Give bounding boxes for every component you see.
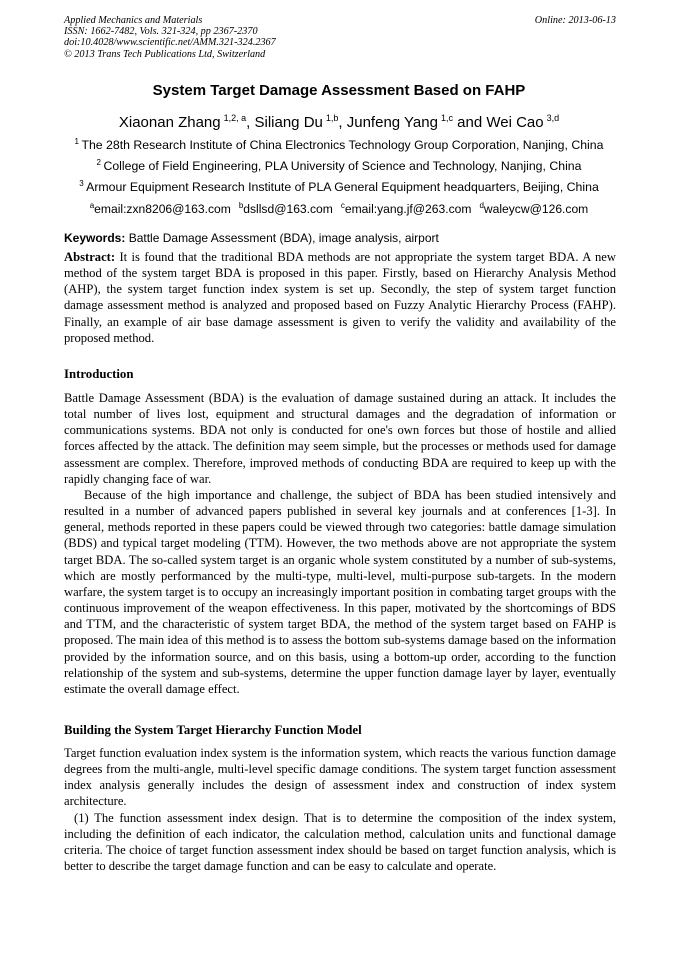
paragraph: (1) The function assessment index design. That is to determine the composition of the index system, including the definition of each indicator, the calculation method, calculation units and functional damage criteria. The choice of target function assessment index should be based on target function analysis, which is better to describe the target damage function and can be easy to calculate and operate. [64, 810, 616, 874]
author-name: Xiaonan Zhang [118, 114, 221, 131]
email-address[interactable]: waleycw@126.com [483, 202, 589, 216]
email-sup: c [340, 201, 345, 210]
doi-line: doi:10.4028/www.scientific.net/AMM.321-324.2367 [64, 37, 276, 49]
affiliation-number: 3 [79, 179, 84, 188]
paragraph: Because of the high importance and challenge, the subject of BDA has been studied intensively and resulted in a number of advanced papers published in several key journals and at conferences [1-3]. In general, methods reported in these papers could be viewed through two categories: battle damage simulation (BDS) and typical target modeling (TTM). However, the two methods above are not appropriate the system target BDA. The so-called system target is an organic whole system constituted by a number of sub-systems, which are mostly performanced by the multi-type, multi-level, multi-purpose sub-targets. In the modern warfare, the system target is to occupy an increasingly important position in combating target groups with the continuous improvement of the weapon effectiveness. In this paper, motivated by the shortcomings of BDS and TTM, and the characteristic of system target BDA, the method of the system target based on FAHP is proposed. The main idea of this method is to assess the bottom sub-systems damage based on the information provided by the information source, and on this basis, using a bottom-up order, according to the function relationship of the system and sub-systems, determine the upper function damage layer by layer, eventually estimate the overall damage effect. [64, 487, 616, 696]
affiliation-3 [0, 180, 678, 194]
author-name: Siliang Du [254, 114, 323, 131]
keywords [64, 231, 616, 245]
author-name: Wei Cao [486, 114, 544, 131]
author-sup: 1,b [325, 113, 339, 123]
section-heading-introduction: Introduction [64, 367, 134, 381]
affiliation-text: College of Field Engineering, PLA University of Science and Technology, Nanjing, China [103, 159, 582, 173]
email-sup: a [89, 201, 95, 210]
abstract-label: Abstract: [64, 250, 116, 264]
author-name: Junfeng Yang [346, 114, 438, 131]
affiliation-text: Armour Equipment Research Institute of PLA General Equipment headquarters, Beijing, China [86, 180, 599, 194]
affiliation-number: 2 [96, 158, 101, 167]
affiliation-number: 1 [74, 137, 79, 146]
introduction-body [64, 390, 616, 697]
hierarchy-model-body [64, 745, 616, 874]
affiliation-2 [0, 159, 678, 173]
online-date: Online: 2013-06-13 [534, 15, 616, 26]
journal-header [64, 15, 616, 60]
email-list [0, 202, 678, 216]
affiliation-1 [0, 138, 678, 152]
author-sep: , [338, 114, 347, 131]
keywords-text: Battle Damage Assessment (BDA), image analysis, airport [128, 231, 439, 245]
copyright-line: © 2013 Trans Tech Publications Ltd, Switzerland [64, 48, 266, 60]
issn-line: ISSN: 1662-7482, Vols. 321-324, pp 2367-2370 [64, 26, 258, 38]
author-sup: 1,2, a [223, 113, 247, 123]
paragraph: Battle Damage Assessment (BDA) is the evaluation of damage sustained during an attack. It includes the total number of lives lost, equipment and structural damages and the degradation of information or communications systems. BDA not only is conducted for one's own forces but those of hostile and allied forces affected by the attack. The definition may seem simple, but the processes or methods used for damage assessment are complex. Therefore, improved methods of conducting BDA are required to keep up with the rapidly changing face of war. [64, 391, 616, 486]
paper-title: System Target Damage Assessment Based on FAHP [152, 82, 526, 99]
abstract [64, 249, 616, 346]
email-sup: d [479, 201, 484, 210]
journal-name: Applied Mechanics and Materials [64, 15, 203, 26]
author-sup: 3,d [546, 113, 560, 123]
author-list [0, 114, 678, 131]
affiliation-text: The 28th Research Institute of China Electronics Technology Group Corporation, Nanjing, China [81, 138, 604, 152]
keywords-label: Keywords: [64, 231, 126, 245]
abstract-text: It is found that the traditional BDA methods are not appropriate the system target BDA. A new method of the system target BDA is proposed in this paper. Firstly, based on Hierarchy Analysis Method (AHP), the system target function index system is set up. Secondly, the step of system target function damage assessment method is analyzed and proposed based on Fuzzy Analytic Hierarchy Process (FAHP). Finally, an example of air base damage assessment is given to verify the validity and availability of the proposed method. [64, 250, 616, 345]
section-heading-hierarchy-model: Building the System Target Hierarchy Function Model [64, 723, 362, 737]
email-address[interactable]: email:zxn8206@163.com [94, 202, 231, 216]
email-address[interactable]: email:yang.jf@263.com [344, 202, 472, 216]
email-sup: b [238, 201, 244, 210]
author-sup: 1,c [440, 113, 453, 123]
author-sep: , [246, 114, 255, 131]
email-address[interactable]: dsllsd@163.com [243, 202, 333, 216]
paragraph: Target function evaluation index system is the information system, which reacts the various function damage degrees from the multi-angle, multi-level specific damage conditions. The system target function assessment index analysis generally includes the design of assessment index and construction of index system architecture. [64, 746, 616, 809]
author-sep: and [452, 114, 487, 131]
